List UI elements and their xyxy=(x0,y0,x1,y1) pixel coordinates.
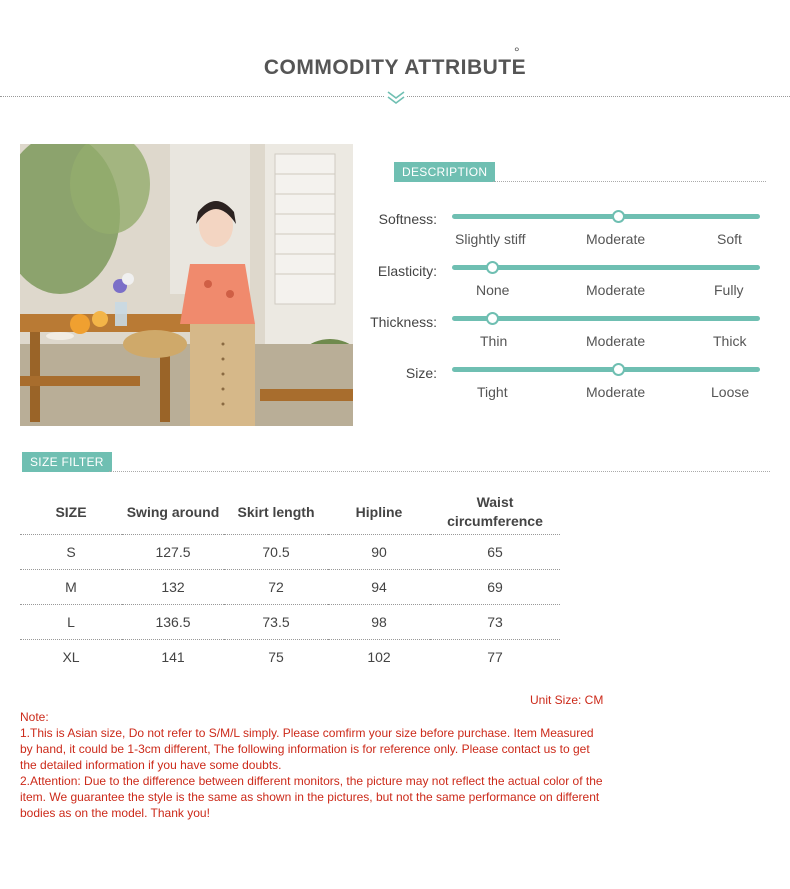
attribute-option: Thick xyxy=(713,333,747,349)
attribute-option: Fully xyxy=(714,282,744,298)
attribute-option: None xyxy=(476,282,510,298)
attribute-slider-knob xyxy=(612,210,625,223)
attribute-slider-track xyxy=(452,214,760,219)
attribute-slider-knob xyxy=(486,261,499,274)
attribute-slider-track xyxy=(452,367,760,372)
table-cell: 73 xyxy=(430,605,560,640)
attribute-option: Moderate xyxy=(586,231,646,247)
table-row xyxy=(20,535,560,570)
description-divider xyxy=(493,181,766,182)
attribute-option: Moderate xyxy=(586,333,646,349)
table-row xyxy=(20,605,560,640)
attribute-label: Elasticity: xyxy=(377,263,437,279)
size-table-header: SIZE xyxy=(20,490,122,535)
table-cell: 72 xyxy=(224,570,328,605)
note-line-2: 2.Attention: Due to the difference between different monitors, the picture may not reflect the actual color of the item. We guarantee the style is the same as shown in the pictures, but not the same performance on different bodies as on the model. Thank you! xyxy=(20,774,603,820)
table-cell: 77 xyxy=(487,649,503,665)
table-cell: XL xyxy=(62,649,80,665)
size-table-header: Hipline xyxy=(328,490,430,535)
table-cell: 73.5 xyxy=(224,605,328,640)
table-cell: 141 xyxy=(161,649,185,665)
note-line-1: 1.This is Asian size, Do not refer to S/M/L simply. Please comfirm your size before purchase. Item Measured by hand, it could be 1-3cm different, The following information is for reference only. Please contact us to get the detailed information if you have some doubts. xyxy=(20,726,594,772)
size-filter-divider xyxy=(109,471,770,472)
table-cell: 90 xyxy=(328,535,430,570)
table-cell: L xyxy=(20,605,122,640)
table-cell: 127.5 xyxy=(122,535,224,570)
model-photo xyxy=(20,144,353,426)
table-cell: 98 xyxy=(328,605,430,640)
size-table-header-row xyxy=(20,490,560,535)
table-cell: M xyxy=(20,570,122,605)
attribute-option: Tight xyxy=(477,384,508,400)
table-cell: 136.5 xyxy=(122,605,224,640)
unit-label: Unit Size: CM xyxy=(530,693,604,707)
note-title: Note: xyxy=(20,710,49,724)
chevron-down-icon xyxy=(385,89,407,105)
note-block xyxy=(20,709,604,821)
description-tag: DESCRIPTION xyxy=(394,162,495,182)
size-filter-tag: SIZE FILTER xyxy=(22,452,112,472)
attribute-option: Slightly stiff xyxy=(455,231,526,247)
size-table xyxy=(20,490,560,674)
attribute-option: Moderate xyxy=(586,282,646,298)
table-cell: 65 xyxy=(430,535,560,570)
table-cell: 94 xyxy=(328,570,430,605)
size-table-header: Waist circumference xyxy=(430,490,560,535)
attribute-option: Loose xyxy=(711,384,750,400)
table-cell: S xyxy=(20,535,122,570)
page-title-text: COMMODITY ATTRIBUTE xyxy=(263,56,527,79)
degree-mark: ° xyxy=(514,44,521,60)
table-cell: 69 xyxy=(430,570,560,605)
attribute-label: Softness: xyxy=(378,211,437,227)
table-row xyxy=(20,640,560,675)
table-cell: 75 xyxy=(268,649,284,665)
table-cell: 102 xyxy=(367,649,391,665)
attribute-option: Moderate xyxy=(586,384,646,400)
table-row xyxy=(20,570,560,605)
attribute-label: Thickness: xyxy=(370,314,437,330)
attribute-option: Soft xyxy=(717,231,742,247)
attribute-option: Thin xyxy=(480,333,508,349)
page-title xyxy=(0,44,790,80)
attribute-slider-knob xyxy=(612,363,625,376)
attribute-label: Size: xyxy=(405,365,437,381)
table-cell: 70.5 xyxy=(224,535,328,570)
size-table-header: Skirt length xyxy=(224,490,328,535)
table-cell: 132 xyxy=(122,570,224,605)
attribute-slider-knob xyxy=(486,312,499,325)
size-table-header: Swing around xyxy=(122,490,224,535)
